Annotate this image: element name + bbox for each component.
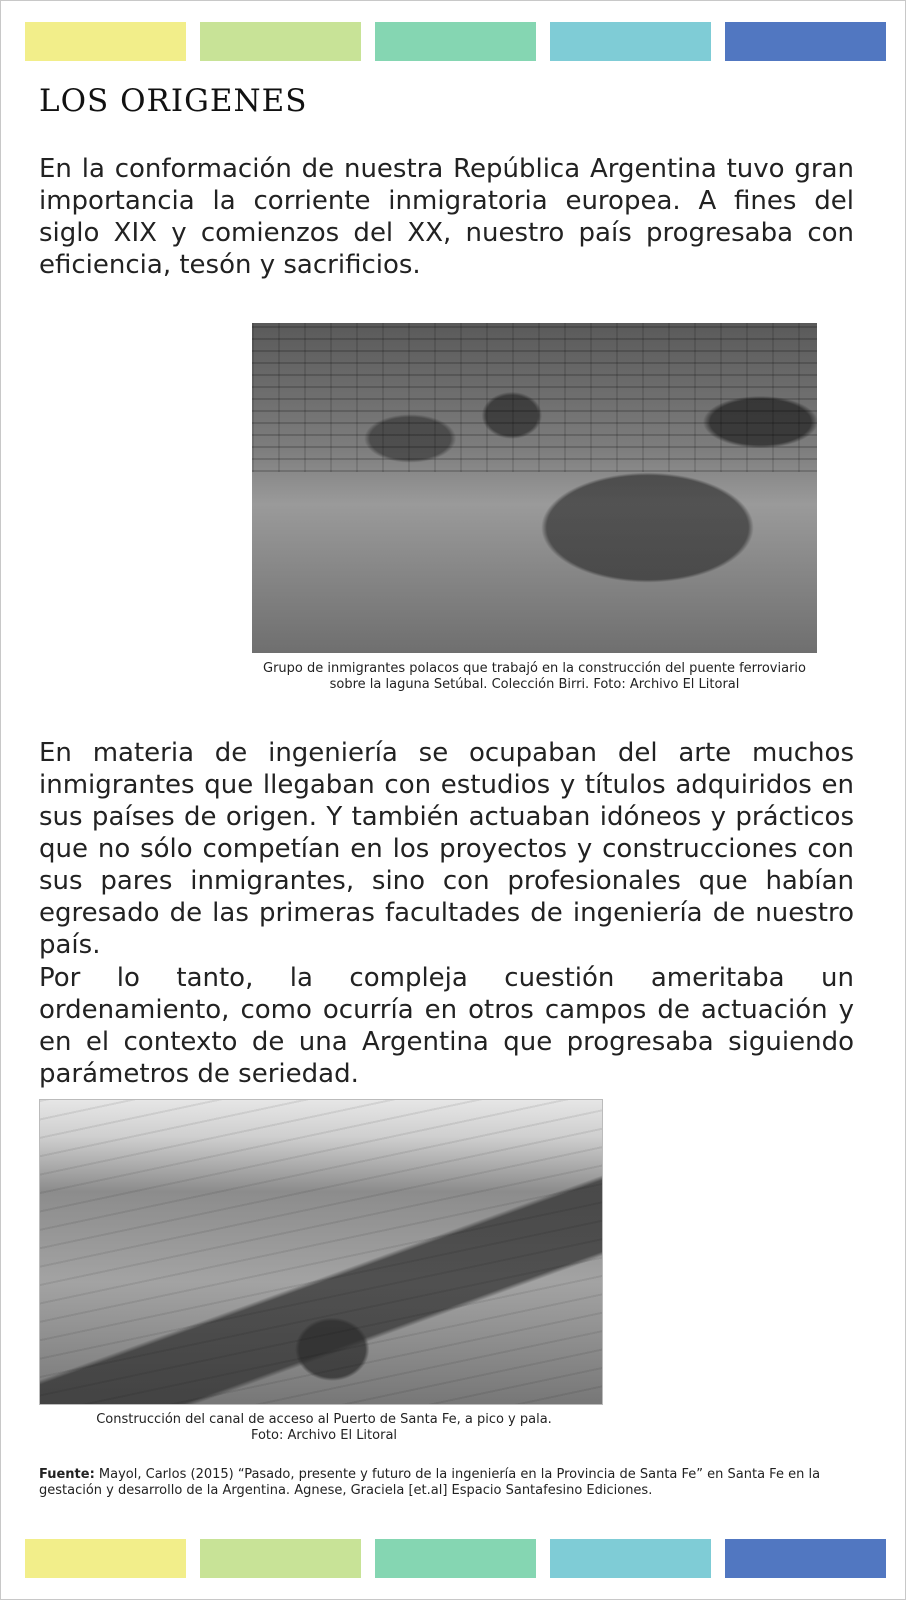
color-bar-lime	[200, 1539, 361, 1578]
photo2-caption-line2: Foto: Archivo El Litoral	[250, 1428, 398, 1443]
photo1-caption-line1: Grupo de inmigrantes polacos que trabajó en la construcción del puente ferroviario	[263, 661, 806, 676]
photo1-caption	[252, 661, 817, 693]
top-color-bars	[25, 22, 886, 61]
color-bar-lime	[200, 22, 361, 61]
color-bar-yellow	[25, 1539, 186, 1578]
source-label: Fuente:	[39, 1467, 95, 1482]
canal-construction-photo	[39, 1099, 603, 1405]
intro-paragraph: En la conformación de nuestra República Argentina tuvo gran importancia la corriente inmigratoria europea. A fines del siglo XIX y comienzos del XX, nuestro país progresaba con eficiencia, tesón y sacrificios.	[39, 154, 854, 280]
color-bar-blue	[725, 22, 886, 61]
photo2-caption-line1: Construcción del canal de acceso al Puerto de Santa Fe, a pico y pala.	[96, 1412, 552, 1427]
conclusion-paragraph: Por lo tanto, la compleja cuestión ameritaba un ordenamiento, como ocurría en otros campos de actuación y en el contexto de una Argentina que progresaba siguiendo parámetros de seriedad.	[39, 963, 854, 1089]
field-texture	[40, 1100, 602, 1404]
color-bar-blue	[725, 1539, 886, 1578]
photo1-caption-line2: sobre la laguna Setúbal. Colección Birri. Foto: Archivo El Litoral	[329, 677, 740, 692]
color-bar-cyan	[550, 22, 711, 61]
color-bar-cyan	[550, 1539, 711, 1578]
color-bar-green	[375, 1539, 536, 1578]
engineering-paragraph: En materia de ingeniería se ocupaban del arte muchos inmigrantes que llegaban con estudios y títulos adquiridos en sus países de origen. Y también actuaban idóneos y prácticos que no sólo competían en los proyectos y construcciones con sus pares inmigrantes, sino con profesionales que habían egresado de las primeras facultades de ingeniería de nuestro país.	[39, 738, 854, 960]
source-text: Mayol, Carlos (2015) “Pasado, presente y futuro de la ingeniería en la Provincia de Santa Fe” en Santa Fe en la gestación y desarrollo de la Argentina. Agnese, Graciela [et.al] Espacio Santafesino Ediciones.	[39, 1467, 821, 1498]
brick-wall-texture	[252, 323, 817, 472]
source-citation	[39, 1467, 869, 1499]
immigrants-group-photo	[252, 323, 817, 653]
color-bar-yellow	[25, 22, 186, 61]
color-bar-green	[375, 22, 536, 61]
bottom-color-bars	[25, 1539, 886, 1578]
page-title: LOS ORIGENES	[39, 83, 308, 119]
photo2-caption	[39, 1412, 609, 1444]
